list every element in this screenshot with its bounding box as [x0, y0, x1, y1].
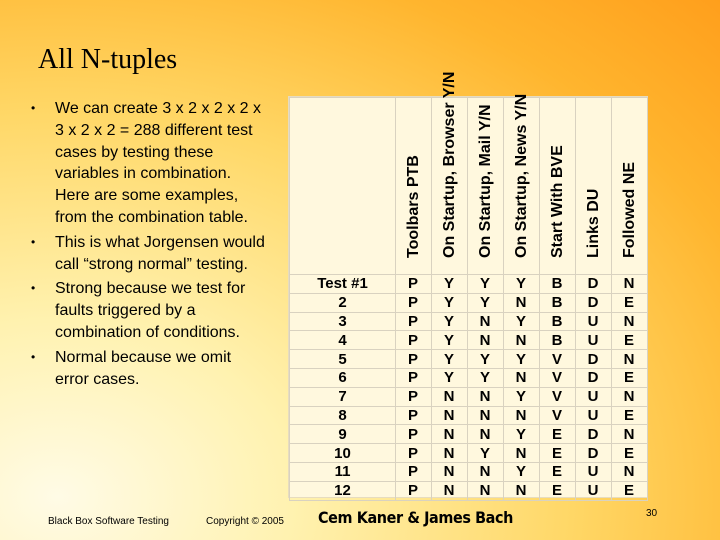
table-cell: B [540, 331, 576, 350]
table-cell: Y [504, 312, 540, 331]
row-label: Test #1 [290, 275, 396, 294]
column-header [540, 98, 576, 275]
column-header [468, 98, 504, 275]
bullet-list [28, 98, 268, 393]
table-row [290, 312, 648, 331]
table-cell: E [612, 481, 648, 500]
table-cell: Y [468, 275, 504, 294]
table-cell: N [612, 275, 648, 294]
table-row [290, 368, 648, 387]
table-cell: D [576, 350, 612, 369]
table-cell: P [396, 444, 432, 463]
table-cell: P [396, 312, 432, 331]
table-cell: P [396, 293, 432, 312]
table-cell: E [612, 293, 648, 312]
table-cell: B [540, 275, 576, 294]
column-header [432, 71, 468, 275]
table-cell: B [540, 312, 576, 331]
table-cell: D [576, 368, 612, 387]
page-number: 30 [646, 508, 658, 519]
table-row [290, 481, 648, 500]
table-cell: U [576, 312, 612, 331]
table-cell: D [576, 444, 612, 463]
row-label: 12 [290, 481, 396, 500]
table-cell: E [612, 444, 648, 463]
table-cell: D [576, 425, 612, 444]
table-row [290, 331, 648, 350]
column-header [396, 98, 432, 275]
table-row [290, 387, 648, 406]
table-cell: D [576, 293, 612, 312]
table-cell: P [396, 406, 432, 425]
row-label: 3 [290, 312, 396, 331]
table-cell: V [540, 387, 576, 406]
table-cell: N [468, 312, 504, 331]
column-header-label: Toolbars PTB [404, 155, 422, 258]
table-cell: D [576, 275, 612, 294]
table-cell: Y [432, 368, 468, 387]
footer-course: Black Box Software Testing [48, 516, 169, 527]
table-cell: N [504, 406, 540, 425]
table-cell: Y [468, 293, 504, 312]
column-header-label: Followed NE [620, 162, 638, 258]
table-cell: V [540, 406, 576, 425]
table-cell: P [396, 275, 432, 294]
table-cell: V [540, 368, 576, 387]
slide-title: All N-tuples [38, 44, 178, 75]
table-cell: P [396, 368, 432, 387]
table-cell: N [504, 444, 540, 463]
table-cell: Y [468, 350, 504, 369]
table-cell: N [468, 406, 504, 425]
table-cell: N [432, 406, 468, 425]
column-header-label: On Startup, Mail Y/N [476, 104, 494, 258]
table-row [290, 293, 648, 312]
bullet-item: • Normal because we omit error cases. [28, 347, 268, 391]
table-cell: V [540, 350, 576, 369]
table-cell: N [432, 387, 468, 406]
column-header-label: Links DU [584, 188, 602, 258]
table-cell: Y [432, 350, 468, 369]
table-cell: N [612, 387, 648, 406]
table-cell: N [504, 481, 540, 500]
table-cell: E [540, 444, 576, 463]
row-label: 7 [290, 387, 396, 406]
table-cell: Y [432, 331, 468, 350]
combination-grid [289, 71, 648, 501]
table-cell: P [396, 331, 432, 350]
table-cell: U [576, 387, 612, 406]
table-cell: N [468, 481, 504, 500]
table-cell: N [468, 462, 504, 481]
table-cell: U [576, 406, 612, 425]
table-cell: U [576, 331, 612, 350]
table-cell: B [540, 293, 576, 312]
row-label: 5 [290, 350, 396, 369]
table-cell: N [612, 312, 648, 331]
table-cell: Y [468, 444, 504, 463]
bullet-item: • Strong because we test for faults triggered by a combination of conditions. [28, 278, 268, 343]
footer-copyright: Copyright © 2005 [206, 516, 284, 527]
table-cell: E [540, 425, 576, 444]
table-row [290, 350, 648, 369]
table-cell: Y [432, 275, 468, 294]
column-header [576, 98, 612, 275]
column-header-label: On Startup, Browser Y/N [440, 71, 458, 258]
bullet-item: • This is what Jorgensen would call “strong normal” testing. [28, 232, 268, 276]
table-body [290, 275, 648, 501]
table-cell: E [612, 406, 648, 425]
table-row [290, 462, 648, 481]
table-cell: E [612, 331, 648, 350]
table-cell: Y [468, 368, 504, 387]
table-row [290, 275, 648, 294]
table-cell: Y [504, 462, 540, 481]
table-cell: P [396, 425, 432, 444]
table-cell: Y [504, 350, 540, 369]
table-cell: N [468, 331, 504, 350]
table-cell: Y [504, 275, 540, 294]
table-cell: P [396, 387, 432, 406]
combination-table [288, 71, 648, 500]
table-cell: N [468, 425, 504, 444]
table-cell: U [576, 462, 612, 481]
column-header [612, 98, 648, 275]
table-cell: N [432, 444, 468, 463]
table-cell: N [504, 331, 540, 350]
table-cell: E [540, 462, 576, 481]
column-header [504, 93, 540, 275]
table-cell: N [468, 387, 504, 406]
table-cell: E [540, 481, 576, 500]
column-header-label: On Startup, News Y/N [512, 93, 530, 258]
table-cell: N [504, 293, 540, 312]
table-cell: N [432, 425, 468, 444]
bullet-item: • We can create 3 x 2 x 2 x 2 x 3 x 2 x 2 = 288 different test cases by testing these variables in combination. Here are some examples, from the combination table. [28, 98, 268, 229]
table-cell: N [612, 462, 648, 481]
row-label: 6 [290, 368, 396, 387]
table-cell: P [396, 481, 432, 500]
row-label: 9 [290, 425, 396, 444]
table-cell: N [612, 350, 648, 369]
row-label: 10 [290, 444, 396, 463]
table-cell: Y [504, 425, 540, 444]
table-header-row [290, 98, 648, 275]
row-label: 11 [290, 462, 396, 481]
table-corner-cell [290, 98, 396, 275]
table-cell: N [432, 462, 468, 481]
row-label: 2 [290, 293, 396, 312]
table-cell: Y [504, 387, 540, 406]
table-row [290, 425, 648, 444]
footer-authors: Cem Kaner & James Bach [318, 508, 513, 527]
table-cell: N [612, 425, 648, 444]
row-label: 8 [290, 406, 396, 425]
table-cell: E [612, 368, 648, 387]
table-cell: Y [432, 312, 468, 331]
table-cell: U [576, 481, 612, 500]
row-label: 4 [290, 331, 396, 350]
table-cell: P [396, 350, 432, 369]
table-cell: N [432, 481, 468, 500]
table-cell: P [396, 462, 432, 481]
table-cell: N [504, 368, 540, 387]
table-row [290, 444, 648, 463]
table-row [290, 406, 648, 425]
table-cell: Y [432, 293, 468, 312]
column-header-label: Start With BVE [548, 145, 566, 258]
